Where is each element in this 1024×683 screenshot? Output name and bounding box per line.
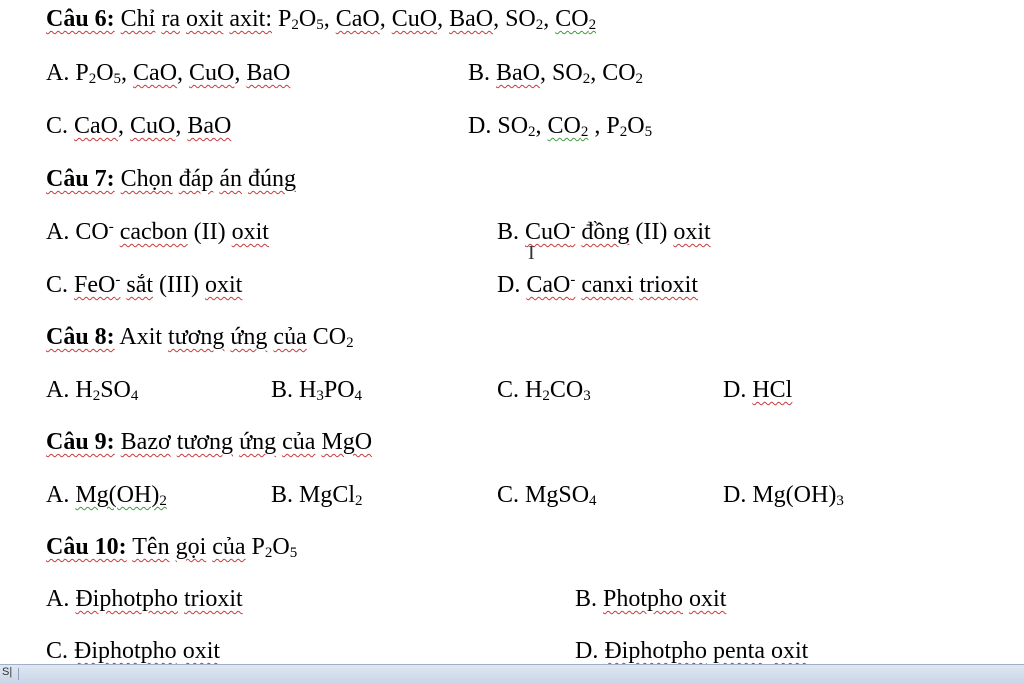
option-prefix: A. (46, 482, 70, 508)
formula: CaO (133, 60, 178, 86)
option-6b: B. BaO, $SO_2$, $CO_2$ (468, 60, 644, 87)
prompt-word: Chọn (120, 166, 173, 192)
formula: CuO (189, 60, 235, 86)
formula: $P_2O_5$, (278, 6, 330, 33)
formula: $SO_2$ (497, 113, 536, 140)
option-10c (46, 636, 220, 666)
formula: $CO_2$ (602, 60, 644, 87)
oxide-name: oxit (231, 219, 269, 245)
option-prefix: C. (46, 272, 69, 298)
formula: $CO_2$ (547, 113, 589, 140)
oxide-name: oxit (673, 219, 711, 245)
oxide-name: (II) (635, 219, 668, 245)
formula: MgCl$_2$ (299, 482, 363, 509)
option-10d (575, 636, 808, 666)
formula: $P_2O_5$, (75, 60, 128, 87)
prompt-word: oxit (186, 6, 224, 32)
text-cursor-icon: I (528, 242, 535, 264)
option-prefix: D. (497, 272, 521, 298)
prompt-word: Axit (119, 324, 163, 350)
compound-name: Điphotpho (74, 638, 177, 664)
option-prefix: B. (497, 219, 520, 245)
option-prefix: A. (46, 377, 70, 403)
option-prefix: A. (46, 60, 70, 86)
option-10b (575, 584, 726, 614)
option-prefix: A. (46, 586, 70, 612)
option-prefix: B. (468, 60, 491, 86)
option-8d (723, 375, 792, 405)
question-9-heading (46, 427, 372, 457)
prompt-word: ứng (239, 429, 277, 455)
option-prefix: C. (497, 377, 520, 403)
prompt-word: axit: (229, 6, 273, 32)
option-prefix: D. (723, 482, 747, 508)
formula: FeO- (74, 272, 121, 298)
prompt-word: Bazơ (120, 429, 171, 455)
option-9c (497, 480, 597, 510)
option-prefix: C. (46, 638, 69, 664)
formula: BaO (496, 60, 541, 86)
oxide-name: (III) (159, 272, 199, 298)
prompt-word: Chỉ (120, 6, 156, 32)
oxide-name: oxit (205, 272, 243, 298)
option-prefix: B. (271, 377, 294, 403)
formula: CuO (391, 6, 438, 32)
question-6-heading: Câu 6: Chỉ ra oxit axit: $P_2O_5$, CaO, CuO, BaO, $SO_2$, $CO_2$ (46, 6, 597, 33)
formula: MgSO$_4$ (525, 482, 597, 509)
oxide-name: sắt (126, 272, 154, 298)
option-7c (46, 270, 242, 300)
option-prefix: D. (575, 638, 599, 664)
compound-name: penta (713, 638, 765, 664)
option-6d: D. $SO_2$, $CO_2$ , $P_2O_5$ (468, 113, 653, 140)
question-label: Câu 8: (46, 324, 115, 350)
option-9b (271, 480, 363, 510)
formula: CuO (130, 113, 176, 139)
question-7-heading (46, 164, 296, 194)
prompt-word: tương (176, 429, 234, 455)
formula: BaO (246, 60, 291, 86)
option-prefix: D. (468, 113, 492, 139)
formula: CaO (335, 6, 380, 32)
formula: BaO (449, 6, 494, 32)
compound-name: oxit (689, 586, 727, 612)
compound-name: trioxit (184, 586, 243, 612)
formula: BaO (187, 113, 232, 139)
option-prefix: C. (46, 113, 69, 139)
option-9d (723, 480, 844, 510)
status-divider (18, 668, 19, 680)
status-bar-text: S| (2, 666, 13, 678)
question-label: Câu 7: (46, 166, 115, 192)
option-6a: A. $P_2O_5$, CaO, CuO, BaO (46, 60, 291, 87)
status-bar (0, 664, 1024, 683)
formula: CuO- (525, 219, 576, 245)
prompt-word: của (212, 534, 246, 560)
option-10a (46, 584, 243, 614)
prompt-word: tương (168, 324, 225, 350)
option-prefix: C. (497, 482, 520, 508)
option-9a (46, 480, 167, 510)
prompt-word: của (273, 324, 307, 350)
compound-name: Điphotpho (75, 586, 179, 612)
oxide-name: cacbon (119, 219, 188, 245)
formula: $H_2CO_3$ (525, 377, 591, 404)
option-8a (46, 375, 138, 405)
compound-name: Điphotpho (604, 638, 708, 664)
option-6c: C. CaO, CuO, BaO (46, 113, 232, 139)
formula: MgO (321, 429, 373, 455)
prompt-word: án (219, 166, 242, 192)
prompt-word: ra (161, 6, 181, 32)
compound-name: oxit (771, 638, 809, 664)
prompt-word: ứng (230, 324, 268, 350)
formula: $H_2SO_4$ (75, 377, 139, 404)
formula: $P_2O_5$ (251, 534, 298, 561)
formula: HCl (752, 377, 793, 403)
formula: $Mg(OH)_3$ (752, 482, 844, 509)
compound-name: oxit (182, 638, 221, 664)
oxide-name: trioxit (639, 272, 698, 298)
oxide-name: đồng (581, 219, 630, 245)
formula: $P_2O_5$ (606, 113, 653, 140)
option-7a (46, 217, 269, 247)
oxide-name: canxi (581, 272, 634, 298)
option-prefix: A. (46, 219, 70, 245)
question-8-heading (46, 322, 354, 352)
compound-name: Photpho (603, 586, 684, 612)
prompt-word: Tên (132, 534, 170, 560)
option-7d (497, 270, 698, 300)
prompt-word: gọi (175, 534, 207, 560)
formula: $SO_2$ (505, 6, 544, 33)
question-label: Câu 9: (46, 429, 115, 455)
formula: CaO- (526, 272, 576, 298)
formula: $Mg(OH)_2$ (75, 482, 167, 509)
question-label: Câu 6: (46, 6, 115, 32)
option-8c (497, 375, 591, 405)
question-10-heading (46, 532, 297, 562)
option-prefix: B. (271, 482, 294, 508)
option-8b (271, 375, 362, 405)
formula: CO- (75, 219, 114, 245)
option-prefix: D. (723, 377, 747, 403)
formula: $SO_2$ (552, 60, 591, 87)
oxide-name: (II) (193, 219, 226, 245)
formula: $H_3PO_4$ (299, 377, 363, 404)
prompt-word: đáp (178, 166, 214, 192)
prompt-word: của (282, 429, 316, 455)
formula: $CO_2$ (555, 6, 597, 33)
formula: CaO (74, 113, 119, 139)
prompt-word: đúng (248, 166, 296, 192)
formula: $CO_2$ (312, 324, 354, 351)
question-label: Câu 10: (46, 534, 127, 560)
option-prefix: B. (575, 586, 598, 612)
